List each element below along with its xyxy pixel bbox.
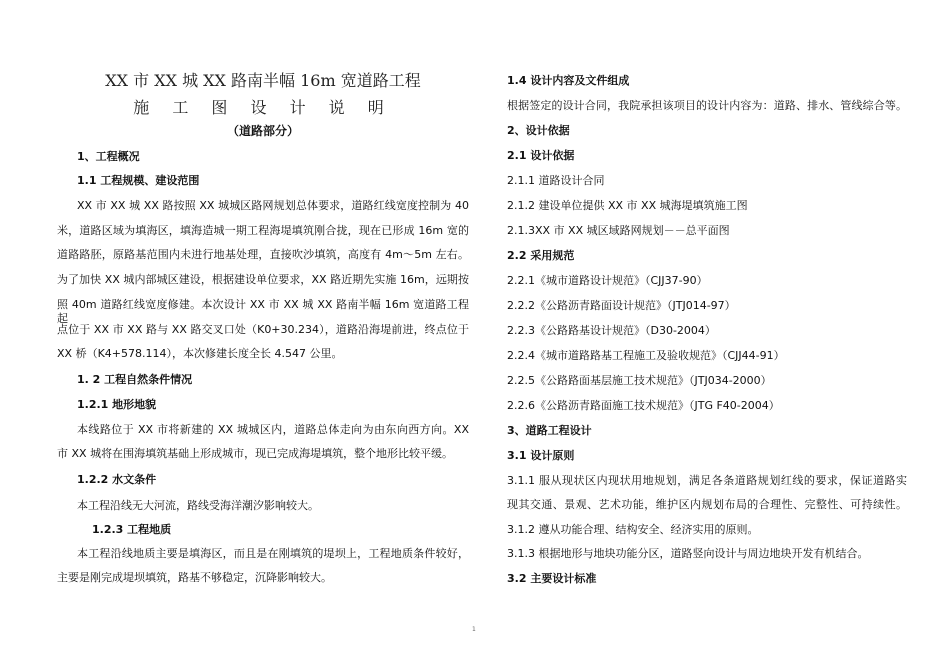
paragraph-line: 本线路位于 XX 市将新建的 XX 城城区内，道路总体走向为由东向西方向。XX [77, 423, 469, 436]
section-heading: 1.4 设计内容及文件组成 [507, 74, 630, 87]
paragraph-line: 2.2.5《公路路面基层施工技术规范》（JTJ034-2000） [507, 374, 772, 387]
paragraph-line: 主要是刚完成堤坝填筑，路基不够稳定，沉降影响较大。 [57, 571, 332, 584]
paragraph-line: 道路路胚，原路基范围内未进行地基处理，直接吹沙填筑，高度有 4m～5m 左右。 [57, 248, 469, 261]
paragraph-line: 本工程沿线无大河流，路线受海洋潮汐影响较大。 [77, 499, 319, 512]
paragraph-line: 现其交通、景观、艺术功能，维护区内规划布局的合理性、完整性、可持续性。 [507, 498, 907, 511]
paragraph-line: 2.2.6《公路沥青路面施工技术规范》（JTG F40-2004） [507, 399, 780, 412]
paragraph-line: 本工程沿线地质主要是填海区，而且是在刚填筑的堤坝上，工程地质条件较好， [77, 547, 469, 560]
section-heading: 3、道路工程设计 [507, 424, 592, 437]
paragraph-line: 2.2.2《公路沥青路面设计规范》（JTJ014-97） [507, 299, 736, 312]
section-heading: 2.2 采用规范 [507, 249, 575, 262]
section-heading: 3.1 设计原则 [507, 449, 575, 462]
document-title: XX 市 XX 城 XX 路南半幅 16m 宽道路工程 [105, 71, 421, 90]
paragraph-line: 3.1.3 根据地形与地块功能分区，道路竖向设计与周边地块开发有机结合。 [507, 547, 869, 560]
section-heading: 2.1 设计依据 [507, 149, 575, 162]
section-heading: 2、设计依据 [507, 124, 570, 137]
paragraph-line: 根据签定的设计合同，我院承担该项目的设计内容为：道路、排水、管线综合等。 [507, 99, 907, 112]
section-heading: 1. 2 工程自然条件情况 [77, 373, 193, 386]
section-label: （道路部分） [226, 124, 299, 138]
paragraph-line: XX 桥（K4+578.114），本次修建长度全长 4.547 公里。 [57, 347, 343, 360]
paragraph-line: 2.2.4《城市道路路基工程施工及验收规范》（CJJ44-91） [507, 349, 785, 362]
paragraph-line: 米，道路区域为填海区，填海造城一期工程海堤填筑刚合拢，现在已形成 16m 宽的 [57, 224, 469, 237]
document-subtitle: 施 工 图 设 计 说 明 [133, 98, 393, 117]
paragraph-line: 3.1.2 遵从功能合理、结构安全、经济实用的原则。 [507, 523, 759, 536]
paragraph-line: 2.2.1《城市道路设计规范》（CJJ37-90） [507, 274, 708, 287]
section-heading: 1、工程概况 [77, 150, 140, 163]
paragraph-line: 3.1.1 服从现状区内现状用地规划，满足各条道路规划红线的要求，保证道路实 [507, 474, 907, 487]
paragraph-line: 2.1.1 道路设计合同 [507, 174, 605, 187]
section-heading: 1.2.1 地形地貌 [77, 398, 157, 411]
page-number: 1 [472, 626, 476, 633]
paragraph-line: 市 XX 城将在围海填筑基础上形成城市，现已完成海堤填筑，整个地形比较平缓。 [57, 447, 454, 460]
paragraph-line: 2.2.3《公路路基设计规范》（D30-2004） [507, 324, 716, 337]
section-heading: 3.2 主要设计标准 [507, 572, 597, 585]
section-heading: 1.2.3 工程地质 [92, 523, 172, 536]
paragraph-line: 为了加快 XX 城内部城区建设，根据建设单位要求，XX 路近期先实施 16m，远期按 [57, 273, 469, 286]
paragraph-line: 2.1.2 建设单位提供 XX 市 XX 城海堤填筑施工图 [507, 199, 748, 212]
paragraph-line: 点位于 XX 市 XX 路与 XX 路交叉口处（K0+30.234），道路沿海堤前进，终点位于 [57, 323, 469, 336]
paragraph-line: 照 40m 道路红线宽度修建。本次设计 XX 市 XX 城 XX 路南半幅 16m 宽道路工程起 [57, 298, 469, 325]
paragraph-line: XX 市 XX 城 XX 路按照 XX 城城区路网规划总体要求，道路红线宽度控制为 40 [77, 199, 469, 212]
section-heading: 1.1 工程规模、建设范围 [77, 174, 200, 187]
paragraph-line: 2.1.3XX 市 XX 城区域路网规划－－总平面图 [507, 224, 730, 237]
section-heading: 1.2.2 水文条件 [77, 473, 157, 486]
